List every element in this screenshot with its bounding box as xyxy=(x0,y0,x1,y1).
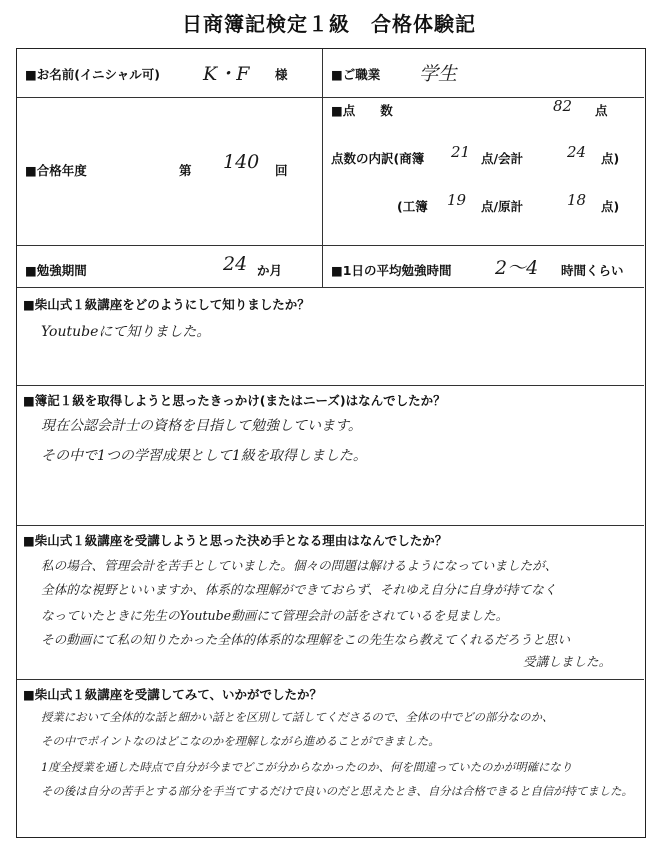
name-value: K・F xyxy=(203,63,250,85)
genka-label: 点/原計 xyxy=(481,199,524,214)
row-divider xyxy=(17,385,644,386)
kaikei-label: 点/会計 xyxy=(481,151,524,166)
q2-answer-line: その中で1つの学習成果として1級を取得しました。 xyxy=(41,448,367,464)
q2-answer-line: 現在公認会計士の資格を目指して勉強しています。 xyxy=(41,418,362,434)
score-unit-close: 点) xyxy=(601,151,620,166)
study-period-value: 24 xyxy=(223,253,248,275)
q4-answer-line: 1度全授業を通した時点で自分が今までどこが分からなかったのか、何を間違っていたのかが明確になり xyxy=(41,760,573,774)
study-period-label: ■勉強期間 xyxy=(25,263,87,278)
kaikei-score: 24 xyxy=(567,143,587,161)
q3-answer-line: 全体的な視野といいますか、体系的な理解ができておらず、それゆえ自分に自身が持てなく xyxy=(41,582,557,597)
genka-score: 18 xyxy=(567,191,587,209)
name-label: ■お名前(イニシャル可) xyxy=(25,67,160,82)
score-value: 82 xyxy=(553,97,573,115)
occupation-value: 学生 xyxy=(419,63,458,85)
q3-answer-line: 私の場合、管理会計を苦手としていました。個々の問題は解けるようになっていましたが、 xyxy=(41,558,558,573)
daily-hours-suffix: 時間くらい xyxy=(561,263,624,278)
shobo-score: 21 xyxy=(451,143,471,161)
row-divider xyxy=(17,525,644,526)
score-unit-close: 点) xyxy=(601,199,620,214)
row-divider xyxy=(17,679,644,680)
pass-year-value: 140 xyxy=(223,151,260,173)
q3-answer-line: なっていたときに先生のYoutube動画にて管理会計の話をされているを見ました。 xyxy=(41,608,509,623)
row-divider xyxy=(17,287,644,288)
q4-answer-line: その後は自分の苦手とする部分を手当てするだけで良いのだと思えたとき、自分は合格できると自信が持てました。 xyxy=(41,784,633,798)
occupation-label: ■ご職業 xyxy=(331,67,381,82)
score-breakdown-label: 点数の内訳(商簿 xyxy=(331,151,425,166)
page-title: 日商簿記検定１級 合格体験記 xyxy=(182,12,476,36)
q4-label: ■柴山式１級講座を受講してみて、いかがでしたか？ xyxy=(23,687,323,702)
study-period-suffix: か月 xyxy=(257,263,283,278)
q4-answer-line: 授業において全体的な話と細かい話とを区別して話してくださるので、全体の中でどの部分なのか、 xyxy=(41,710,554,724)
row-divider xyxy=(17,97,644,98)
q1-label: ■柴山式１級講座をどのようにして知りましたか？ xyxy=(23,297,310,312)
pass-year-label: ■合格年度 xyxy=(25,163,87,178)
column-divider xyxy=(322,49,323,287)
q2-label: ■簿記１級を取得しようと思ったきっかけ(またはニーズ)はなんでしたか？ xyxy=(23,393,446,408)
form-frame xyxy=(16,48,646,838)
score-unit: 点 xyxy=(595,103,608,118)
daily-hours-value: 2〜4 xyxy=(495,257,539,279)
q3-label: ■柴山式１級講座を受講しようと思った決め手となる理由はなんでしたか？ xyxy=(23,533,448,548)
q3-answer-line: その動画にて私の知りたかった全体的体系的な理解をこの先生なら教えてくれるだろうと思い xyxy=(41,632,570,647)
daily-hours-label: ■1日の平均勉強時間 xyxy=(331,263,452,278)
kobo-score: 19 xyxy=(447,191,467,209)
name-suffix: 様 xyxy=(275,67,288,82)
q4-answer-line: その中でポイントなのはどこなのかを理解しながら進めることができました。 xyxy=(41,734,440,748)
q1-answer-line: Youtubeにて知りました。 xyxy=(41,324,211,340)
pass-year-suffix: 回 xyxy=(275,163,288,178)
q3-answer-line: 受講しました。 xyxy=(523,654,612,669)
row-divider xyxy=(17,245,644,246)
kobo-label: (工簿 xyxy=(397,199,428,214)
score-label: ■点 数 xyxy=(331,103,393,118)
pass-year-prefix: 第 xyxy=(179,163,192,178)
